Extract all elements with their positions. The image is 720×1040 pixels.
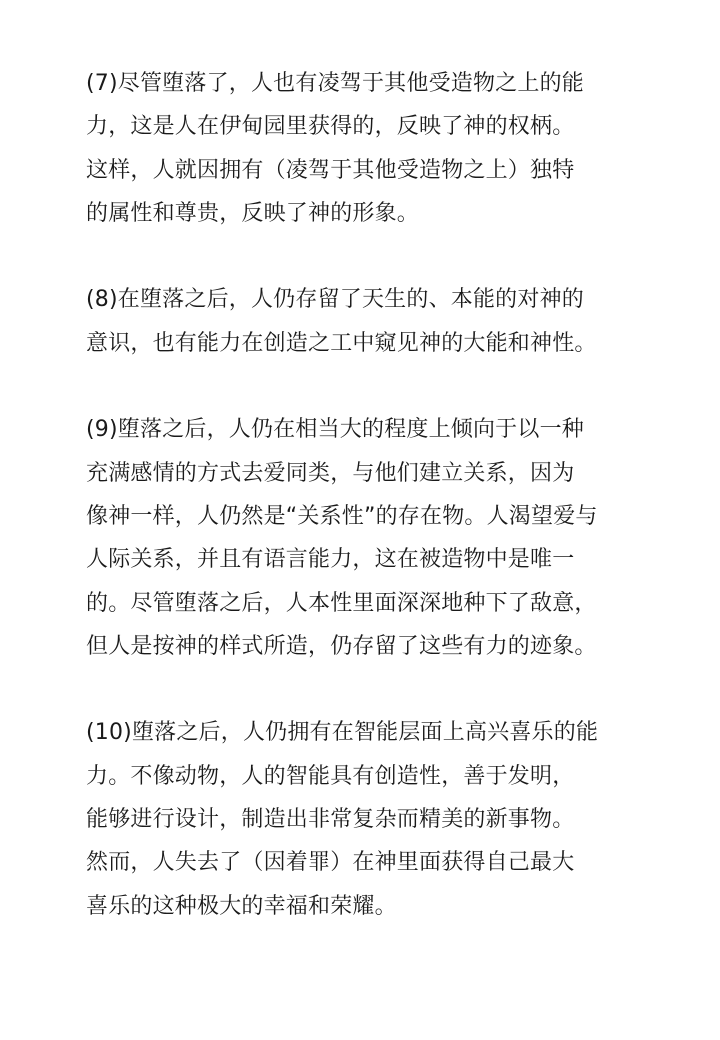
text-line: (7)尽管堕落了，人也有凌驾于其他受造物之上的能 (86, 71, 584, 96)
paragraph-7 (86, 62, 646, 235)
paragraph-spacer (86, 365, 646, 408)
paragraph-8 (86, 278, 646, 365)
paragraph-10 (86, 711, 646, 927)
text-line: 的属性和尊贵，反映了神的形象。 (86, 200, 420, 226)
text-line: (9)堕落之后，人仍在相当大的程度上倾向于以一种 (86, 417, 584, 443)
text-line: 的。尽管堕落之后，人本性里面深深地种下了敌意， (86, 590, 597, 616)
paragraph-spacer (86, 668, 646, 711)
text-line: 像神一样，人仍然是“关系性”的存在物。人渴望爱与 (86, 503, 598, 529)
text-line: 这样，人就因拥有（凌驾于其他受造物之上）独特 (86, 157, 575, 183)
text-line: 能够进行设计，制造出非常复杂而精美的新事物。 (86, 807, 575, 833)
text-line: 然而，人失去了（因着罪）在神里面获得自己最大 (86, 850, 575, 876)
document-body (86, 62, 646, 928)
text-line: 喜乐的这种极大的幸福和荣耀。 (86, 893, 397, 919)
text-line: (10)堕落之后，人仍拥有在智能层面上高兴喜乐的能 (86, 720, 599, 746)
text-line: 力。不像动物，人的智能具有创造性，善于发明， (86, 763, 575, 789)
paragraph-spacer (86, 235, 646, 278)
text-line: 但人是按神的样式所造，仍存留了这些有力的迹象。 (86, 633, 597, 659)
text-line: (8)在堕落之后，人仍存留了天生的、本能的对神的 (86, 287, 584, 313)
paragraph-9 (86, 408, 646, 668)
text-line: 力，这是人在伊甸园里获得的，反映了神的权柄。 (86, 114, 575, 140)
text-line: 人际关系，并且有语言能力，这在被造物中是唯一 (86, 547, 575, 573)
text-line: 意识，也有能力在创造之工中窥见神的大能和神性。 (86, 330, 597, 356)
text-line: 充满感情的方式去爱同类，与他们建立关系，因为 (86, 460, 575, 486)
